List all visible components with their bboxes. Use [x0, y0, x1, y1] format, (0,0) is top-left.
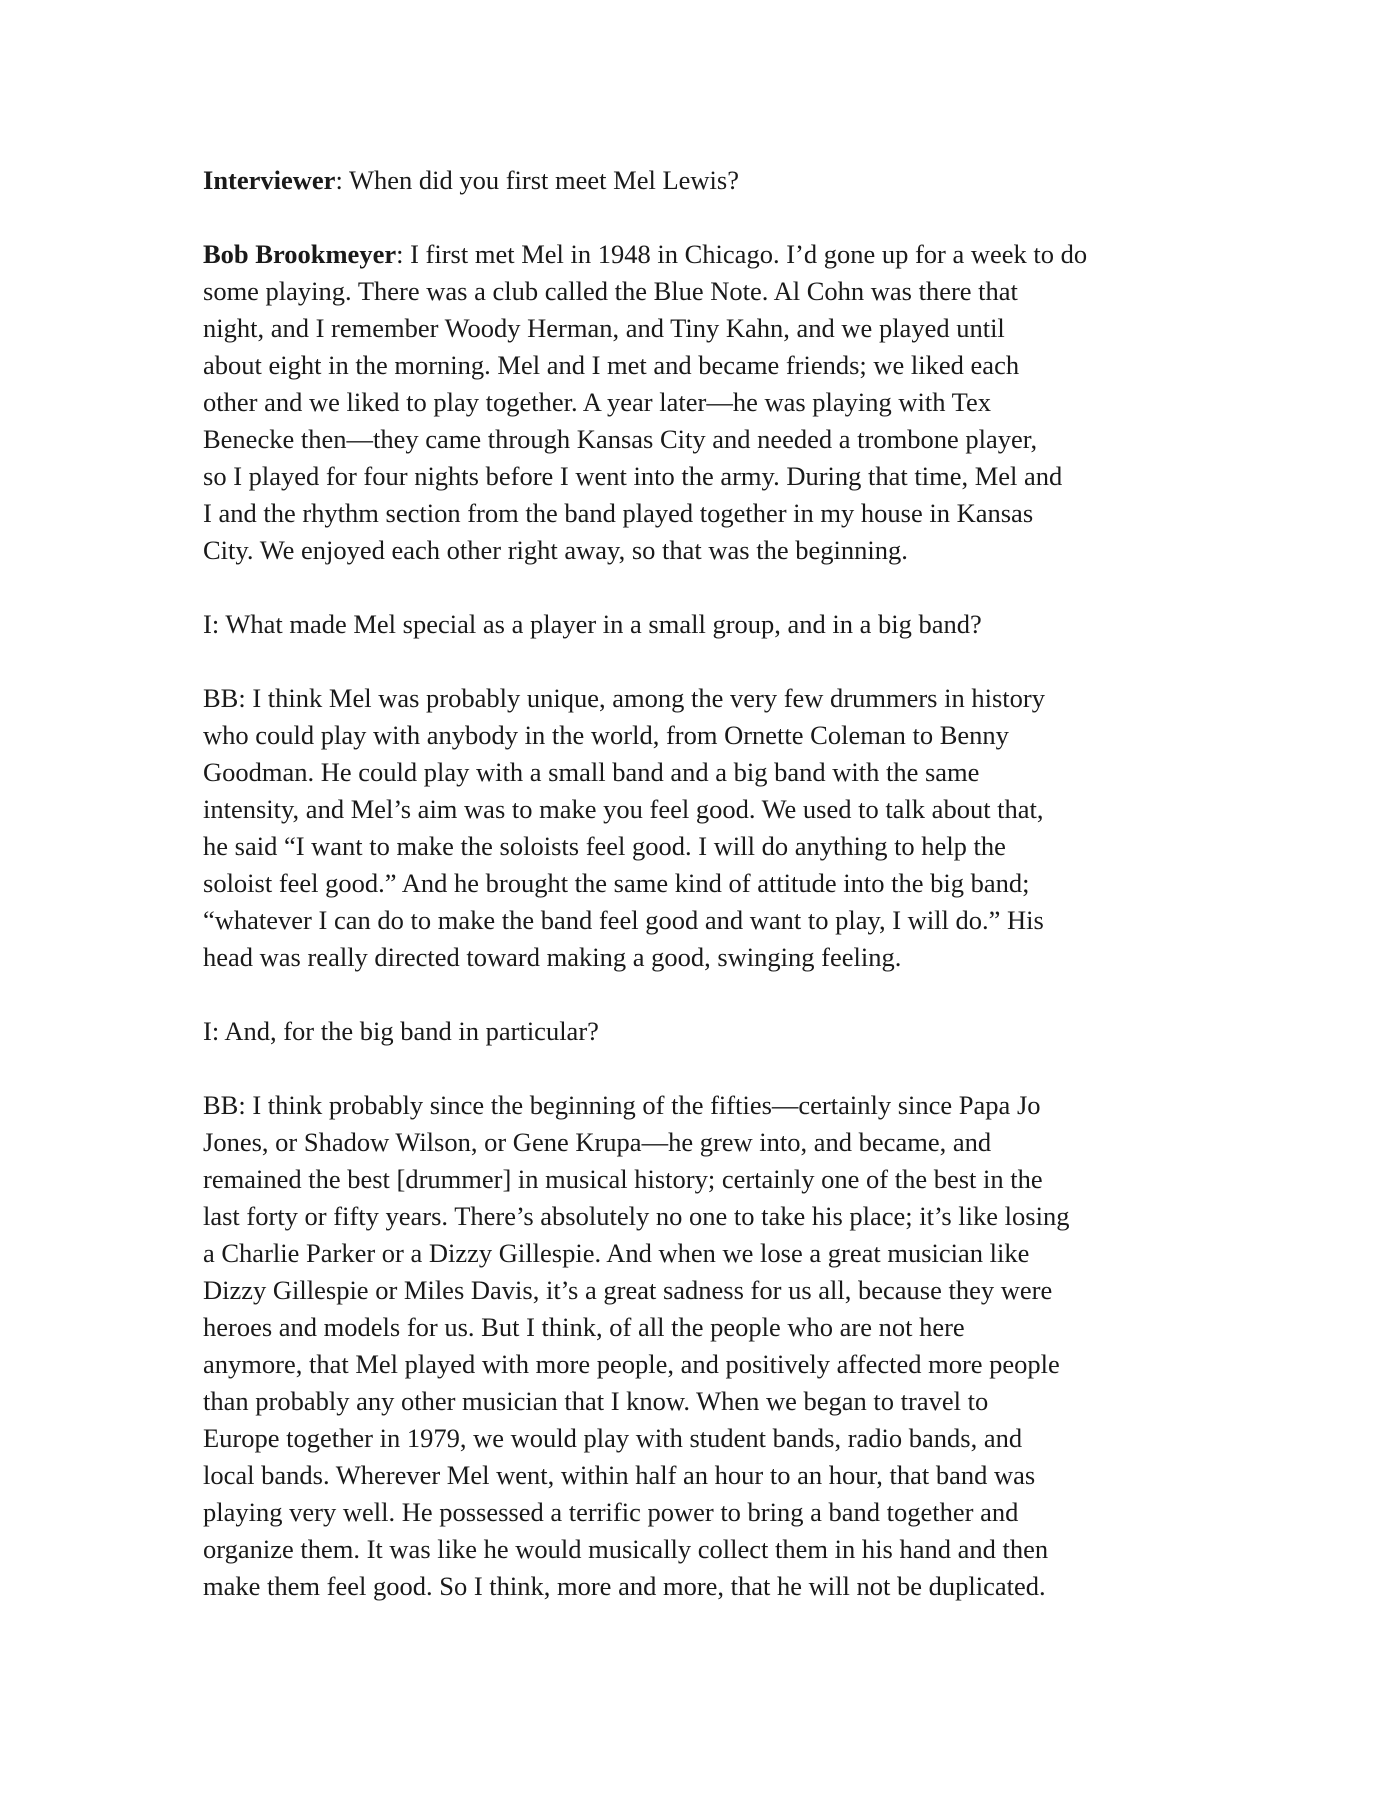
text-line — [203, 310, 1203, 347]
line-text: BB: I think probably since the beginning of the fifties—certainly since Papa Jo — [203, 1090, 1041, 1120]
line-text: I: And, for the big band in particular? — [203, 1016, 599, 1046]
transcript-paragraph — [203, 236, 1203, 569]
text-line — [203, 939, 1203, 976]
line-text: make them feel good. So I think, more and more, that he will not be duplicated. — [203, 1571, 1046, 1601]
line-text: Benecke then—they came through Kansas City and needed a trombone player, — [203, 424, 1038, 454]
line-text: intensity, and Mel’s aim was to make you feel good. We used to talk about that, — [203, 794, 1044, 824]
text-line — [203, 717, 1203, 754]
text-line — [203, 458, 1203, 495]
text-line — [203, 384, 1203, 421]
text-line — [203, 1272, 1203, 1309]
text-line — [203, 1568, 1203, 1605]
line-text: remained the best [drummer] in musical history; certainly one of the best in the — [203, 1164, 1043, 1194]
text-line — [203, 1346, 1203, 1383]
line-text: organize them. It was like he would musically collect them in his hand and then — [203, 1534, 1049, 1564]
line-text: “whatever I can do to make the band feel good and want to play, I will do.” His — [203, 905, 1044, 935]
line-text: Europe together in 1979, we would play with student bands, radio bands, and — [203, 1423, 1023, 1453]
line-text: head was really directed toward making a good, swinging feeling. — [203, 942, 902, 972]
line-text: last forty or fifty years. There’s absolutely no one to take his place; it’s like losing — [203, 1201, 1070, 1231]
text-line — [203, 1161, 1203, 1198]
text-line — [203, 1309, 1203, 1346]
line-text: playing very well. He possessed a terrific power to bring a band together and — [203, 1497, 1019, 1527]
line-text: than probably any other musician that I know. When we began to travel to — [203, 1386, 989, 1416]
text-line — [203, 754, 1203, 791]
line-text: who could play with anybody in the world, from Ornette Coleman to Benny — [203, 720, 1009, 750]
interview-transcript — [203, 162, 1203, 1642]
line-text: Goodman. He could play with a small band and a big band with the same — [203, 757, 980, 787]
transcript-paragraph — [203, 162, 1203, 199]
text-line — [203, 1013, 1203, 1050]
line-text: BB: I think Mel was probably unique, among the very few drummers in history — [203, 683, 1045, 713]
text-line — [203, 162, 1203, 199]
text-line — [203, 791, 1203, 828]
text-line — [203, 828, 1203, 865]
transcript-paragraph — [203, 1013, 1203, 1050]
line-text: a Charlie Parker or a Dizzy Gillespie. And when we lose a great musician like — [203, 1238, 1030, 1268]
transcript-paragraph — [203, 1087, 1203, 1605]
text-line — [203, 1494, 1203, 1531]
line-text: Dizzy Gillespie or Miles Davis, it’s a great sadness for us all, because they were — [203, 1275, 1053, 1305]
line-text: other and we liked to play together. A year later—he was playing with Tex — [203, 387, 992, 417]
line-text: about eight in the morning. Mel and I met and became friends; we liked each — [203, 350, 1020, 380]
line-text: so I played for four nights before I went into the army. During that time, Mel and — [203, 461, 1063, 491]
line-text: he said “I want to make the soloists feel good. I will do anything to help the — [203, 831, 1006, 861]
text-line — [203, 902, 1203, 939]
transcript-paragraph — [203, 680, 1203, 976]
text-line — [203, 1383, 1203, 1420]
line-text: anymore, that Mel played with more people, and positively affected more people — [203, 1349, 1060, 1379]
line-text: I: What made Mel special as a player in a small group, and in a big band? — [203, 609, 982, 639]
speaker-name: Bob Brookmeyer — [203, 239, 397, 269]
speaker-name: Interviewer — [203, 165, 336, 195]
line-text: Jones, or Shadow Wilson, or Gene Krupa—he grew into, and became, and — [203, 1127, 992, 1157]
line-text: local bands. Wherever Mel went, within half an hour to an hour, that band was — [203, 1460, 1036, 1490]
text-line — [203, 1198, 1203, 1235]
text-line — [203, 421, 1203, 458]
text-line — [203, 273, 1203, 310]
line-text: : I first met Mel in 1948 in Chicago. I’d gone up for a week to do — [396, 239, 1088, 269]
text-line — [203, 495, 1203, 532]
line-text: heroes and models for us. But I think, of all the people who are not here — [203, 1312, 965, 1342]
text-line — [203, 1420, 1203, 1457]
text-line — [203, 606, 1203, 643]
text-line — [203, 680, 1203, 717]
line-text: some playing. There was a club called the Blue Note. Al Cohn was there that — [203, 276, 1018, 306]
text-line — [203, 236, 1203, 273]
line-text: City. We enjoyed each other right away, so that was the beginning. — [203, 535, 908, 565]
text-line — [203, 347, 1203, 384]
text-line — [203, 1531, 1203, 1568]
line-text: : When did you first meet Mel Lewis? — [335, 165, 739, 195]
line-text: I and the rhythm section from the band played together in my house in Kansas — [203, 498, 1034, 528]
text-line — [203, 1087, 1203, 1124]
text-line — [203, 532, 1203, 569]
text-line — [203, 865, 1203, 902]
text-line — [203, 1235, 1203, 1272]
line-text: soloist feel good.” And he brought the same kind of attitude into the big band; — [203, 868, 1030, 898]
line-text: night, and I remember Woody Herman, and Tiny Kahn, and we played until — [203, 313, 1005, 343]
text-line — [203, 1124, 1203, 1161]
text-line — [203, 1457, 1203, 1494]
transcript-paragraph — [203, 606, 1203, 643]
